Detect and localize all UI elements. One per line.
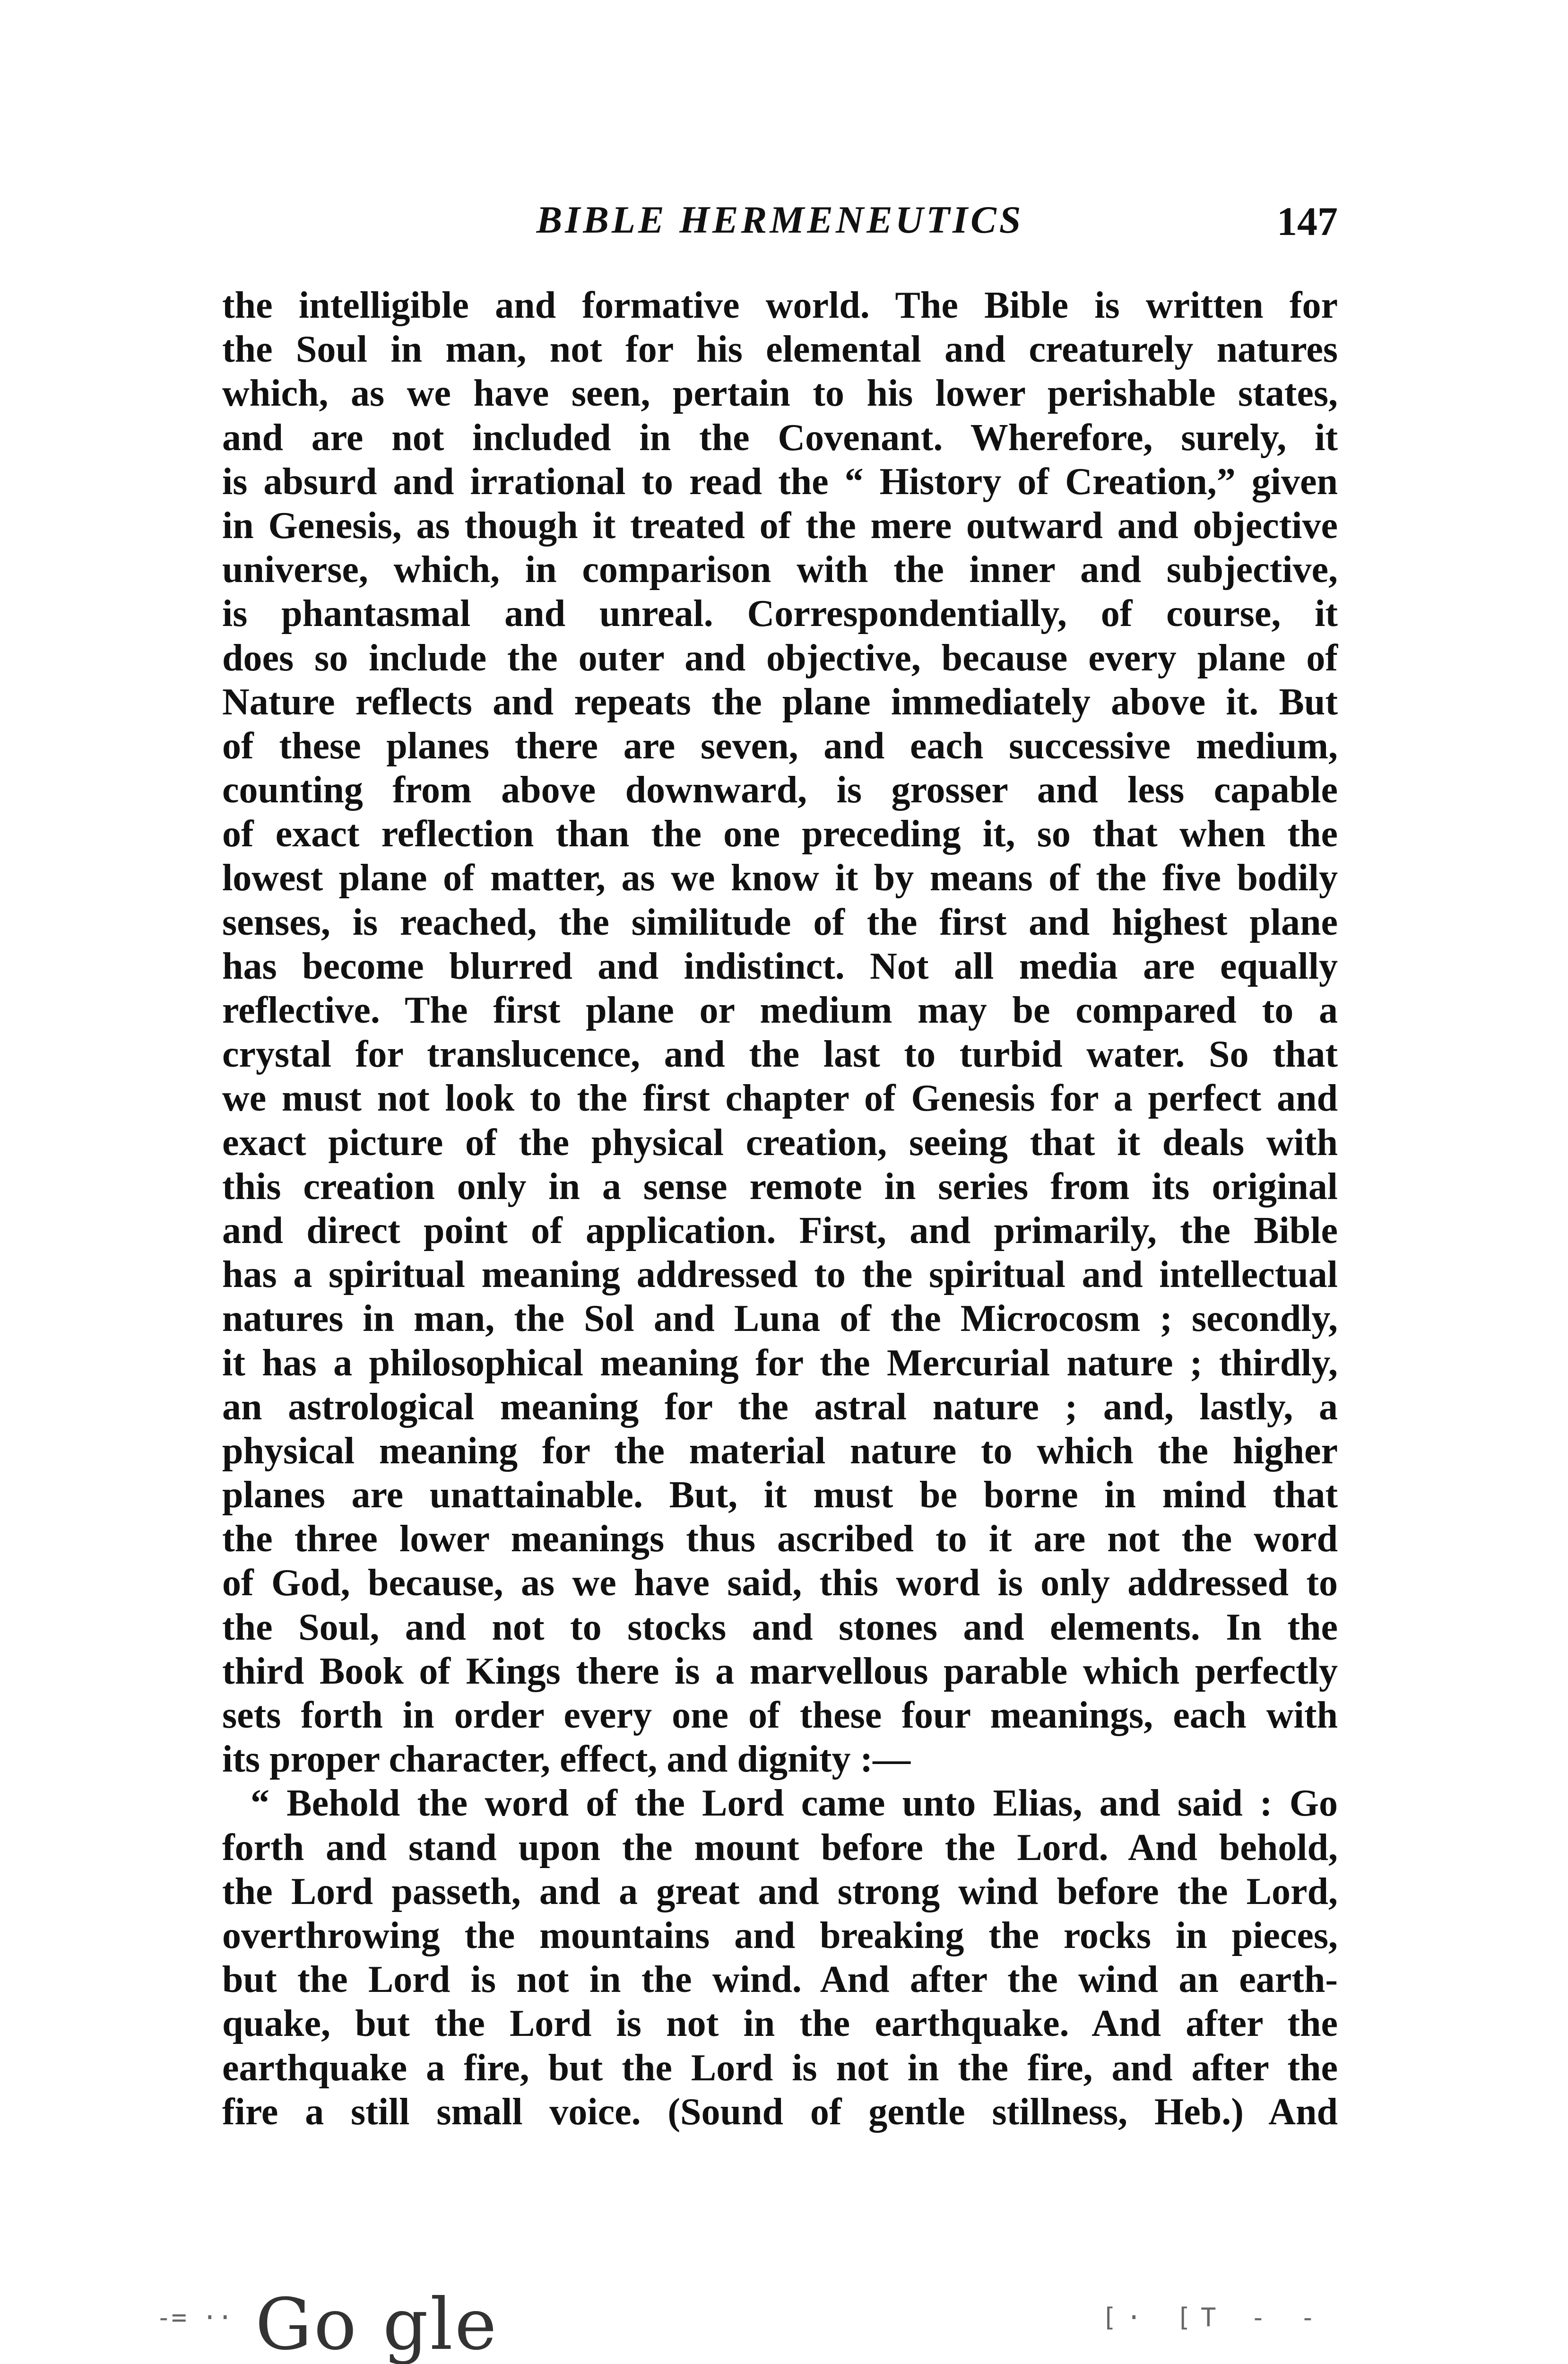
text-line: counting from above downward, is grosser and less capable: [222, 769, 1338, 811]
text-line: which, as we have seen, pertain to his lower perishable states,: [222, 373, 1338, 415]
text-line: physical meaning for the material nature to which the higher: [222, 1430, 1338, 1472]
text-line: is absurd and irrational to read the “ History of Creation,” given: [222, 461, 1338, 503]
text-line: the three lower meanings thus ascribed to it are not the word: [222, 1518, 1338, 1560]
body-text: [222, 284, 1338, 2134]
text-line: has a spiritual meaning addressed to the spiritual and intellectual: [222, 1254, 1338, 1296]
text-line: the Soul, and not to stocks and stones and elements. In the: [222, 1606, 1338, 1648]
text-line: sets forth in order every one of these four meanings, each with: [222, 1695, 1338, 1736]
page-number: 147: [1277, 199, 1338, 244]
text-line: does so include the outer and objective, because every plane of: [222, 637, 1338, 679]
text-line: lowest plane of matter, as we know it by means of the five bodily: [222, 857, 1338, 899]
text-line: of God, because, as we have said, this word is only addressed to: [222, 1562, 1338, 1604]
scan-artifact: [· [T - -: [1101, 2303, 1325, 2332]
text-line: has become blurred and indistinct. Not all media are equally: [222, 945, 1338, 987]
text-line: it has a philosophical meaning for the Mercurial nature ; thirdly,: [222, 1342, 1338, 1384]
text-line: senses, is reached, the similitude of the first and highest plane: [222, 901, 1338, 943]
text-line: natures in man, the Sol and Luna of the Microcosm ; secondly,: [222, 1298, 1338, 1340]
text-line: reflective. The first plane or medium may be compared to a: [222, 990, 1338, 1031]
running-head: [222, 198, 1338, 250]
digitizer-watermark: Go gle: [255, 2284, 499, 2364]
quote-line: but the Lord is not in the wind. And after the wind an earth-: [222, 1959, 1338, 2001]
text-line: third Book of Kings there is a marvellous parable which perfectly: [222, 1650, 1338, 1692]
running-title: BIBLE HERMENEUTICS: [536, 198, 1024, 241]
text-line: planes are unattainable. But, it must be borne in mind that: [222, 1474, 1338, 1516]
scan-footer: [0, 2284, 1568, 2364]
text-line: and direct point of application. First, and primarily, the Bible: [222, 1209, 1338, 1252]
scan-artifact: -= ··: [156, 2303, 233, 2332]
text-line: of these planes there are seven, and each successive medium,: [222, 725, 1338, 767]
text-line: we must not look to the first chapter of Genesis for a perfect and: [222, 1078, 1338, 1120]
text-line: exact picture of the physical creation, seeing that it deals with: [222, 1121, 1338, 1164]
text-line: and are not included in the Covenant. Wherefore, surely, it: [222, 417, 1338, 459]
text-line: universe, which, in comparison with the inner and subjective,: [222, 549, 1338, 591]
quote-line: forth and stand upon the mount before the Lord. And behold,: [222, 1826, 1338, 1869]
text-line: an astrological meaning for the astral nature ; and, lastly, a: [222, 1386, 1338, 1428]
text-line: crystal for translucence, and the last to turbid water. So that: [222, 1034, 1338, 1076]
quote-line: “ Behold the word of the Lord came unto Elias, and said : Go: [251, 1782, 1338, 1825]
text-line: the Soul in man, not for his elemental and creaturely natures: [222, 329, 1338, 371]
text-line: its proper character, effect, and dignity :—: [222, 1738, 911, 1781]
quote-line: fire a still small voice. (Sound of gentle stillness, Heb.) And: [222, 2091, 1338, 2133]
text-line: in Genesis, as though it treated of the mere outward and objective: [222, 504, 1338, 547]
quote-line: earthquake a fire, but the Lord is not in the fire, and after the: [222, 2047, 1338, 2089]
quote-line: the Lord passeth, and a great and strong wind before the Lord,: [222, 1870, 1338, 1912]
quote-line: overthrowing the mountains and breaking the rocks in pieces,: [222, 1914, 1338, 1956]
text-line: the intelligible and formative world. The Bible is written for: [222, 285, 1338, 326]
text-line: Nature reflects and repeats the plane immediately above it. But: [222, 681, 1338, 723]
text-line: of exact reflection than the one preceding it, so that when the: [222, 813, 1338, 855]
text-line: this creation only in a sense remote in series from its original: [222, 1165, 1338, 1208]
text-line: is phantasmal and unreal. Correspondentially, of course, it: [222, 593, 1338, 635]
quote-line: quake, but the Lord is not in the earthquake. And after the: [222, 2003, 1338, 2045]
